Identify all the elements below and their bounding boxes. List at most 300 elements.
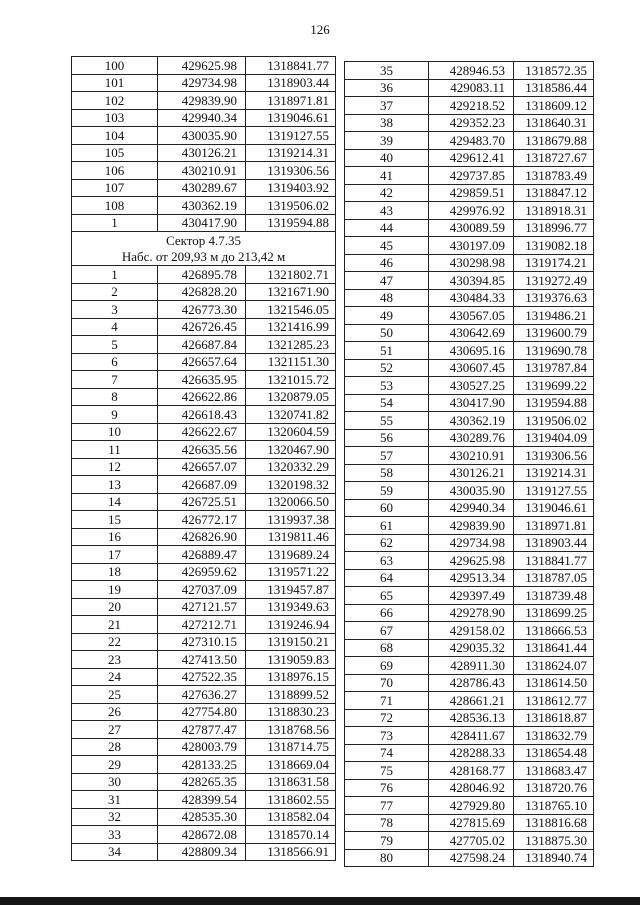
point-number-cell: 60 xyxy=(345,499,429,517)
point-number-cell: 103 xyxy=(72,109,158,127)
table-row xyxy=(345,604,594,622)
table-row xyxy=(72,703,336,721)
x-coordinate-cell: 426726.45 xyxy=(158,318,246,336)
y-coordinate-cell: 1318570.14 xyxy=(246,826,336,844)
table-row xyxy=(72,371,336,389)
y-coordinate-cell: 1318641.44 xyxy=(514,639,594,657)
x-coordinate-cell: 426687.09 xyxy=(158,476,246,494)
x-coordinate-cell: 429483.70 xyxy=(429,132,514,150)
x-coordinate-cell: 427705.02 xyxy=(429,832,514,850)
x-coordinate-cell: 429625.98 xyxy=(158,57,246,75)
y-coordinate-cell: 1319690.78 xyxy=(514,342,594,360)
x-coordinate-cell: 430527.25 xyxy=(429,377,514,395)
point-number-cell: 100 xyxy=(72,57,158,75)
point-number-cell: 102 xyxy=(72,92,158,110)
table-row xyxy=(345,342,594,360)
x-coordinate-cell: 430126.21 xyxy=(429,464,514,482)
y-coordinate-cell: 1321151.30 xyxy=(246,353,336,371)
y-coordinate-cell: 1319403.92 xyxy=(246,179,336,197)
x-coordinate-cell: 430695.16 xyxy=(429,342,514,360)
y-coordinate-cell: 1318875.30 xyxy=(514,832,594,850)
table-row xyxy=(72,791,336,809)
table-row xyxy=(345,482,594,500)
point-number-cell: 37 xyxy=(345,97,429,115)
point-number-cell: 46 xyxy=(345,254,429,272)
table-row xyxy=(345,797,594,815)
x-coordinate-cell: 428288.33 xyxy=(429,744,514,762)
table-row xyxy=(72,598,336,616)
y-coordinate-cell: 1318631.58 xyxy=(246,773,336,791)
point-number-cell: 70 xyxy=(345,674,429,692)
x-coordinate-cell: 430210.91 xyxy=(158,162,246,180)
y-coordinate-cell: 1318787.05 xyxy=(514,569,594,587)
x-coordinate-cell: 430642.69 xyxy=(429,324,514,342)
x-coordinate-cell: 426772.17 xyxy=(158,511,246,529)
y-coordinate-cell: 1318683.47 xyxy=(514,762,594,780)
y-coordinate-cell: 1319811.46 xyxy=(246,528,336,546)
table-row xyxy=(345,744,594,762)
x-coordinate-cell: 426725.51 xyxy=(158,493,246,511)
x-coordinate-cell: 430289.76 xyxy=(429,429,514,447)
table-row xyxy=(345,447,594,465)
x-coordinate-cell: 429352.23 xyxy=(429,114,514,132)
left-coordinates-table xyxy=(71,56,336,861)
y-coordinate-cell: 1319937.38 xyxy=(246,511,336,529)
x-coordinate-cell: 428946.53 xyxy=(429,62,514,80)
y-coordinate-cell: 1319787.84 xyxy=(514,359,594,377)
x-coordinate-cell: 427877.47 xyxy=(158,721,246,739)
table-row xyxy=(72,353,336,371)
table-row xyxy=(72,406,336,424)
table-row xyxy=(345,727,594,745)
point-number-cell: 24 xyxy=(72,668,158,686)
table-row xyxy=(72,423,336,441)
table-row xyxy=(72,441,336,459)
table-row xyxy=(72,266,336,284)
x-coordinate-cell: 428672.08 xyxy=(158,826,246,844)
x-coordinate-cell: 426889.47 xyxy=(158,546,246,564)
x-coordinate-cell: 430362.19 xyxy=(429,412,514,430)
y-coordinate-cell: 1318847.12 xyxy=(514,184,594,202)
point-number-cell: 33 xyxy=(72,826,158,844)
point-number-cell: 108 xyxy=(72,197,158,215)
x-coordinate-cell: 426826.90 xyxy=(158,528,246,546)
y-coordinate-cell: 1318971.81 xyxy=(246,92,336,110)
point-number-cell: 42 xyxy=(345,184,429,202)
y-coordinate-cell: 1318632.79 xyxy=(514,727,594,745)
table-row xyxy=(345,114,594,132)
table-row xyxy=(72,162,336,180)
x-coordinate-cell: 430210.91 xyxy=(429,447,514,465)
y-coordinate-cell: 1318996.77 xyxy=(514,219,594,237)
x-coordinate-cell: 427929.80 xyxy=(429,797,514,815)
point-number-cell: 68 xyxy=(345,639,429,657)
point-number-cell: 35 xyxy=(345,62,429,80)
y-coordinate-cell: 1318903.44 xyxy=(246,74,336,92)
table-row xyxy=(345,62,594,80)
y-coordinate-cell: 1321546.05 xyxy=(246,301,336,319)
table-row xyxy=(345,552,594,570)
y-coordinate-cell: 1319046.61 xyxy=(246,109,336,127)
point-number-cell: 51 xyxy=(345,342,429,360)
table-row xyxy=(72,633,336,651)
table-row xyxy=(345,499,594,517)
table-row xyxy=(72,197,336,215)
point-number-cell: 54 xyxy=(345,394,429,412)
y-coordinate-cell: 1318572.35 xyxy=(514,62,594,80)
table-row xyxy=(345,254,594,272)
y-coordinate-cell: 1319150.21 xyxy=(246,633,336,651)
point-number-cell: 64 xyxy=(345,569,429,587)
y-coordinate-cell: 1318841.77 xyxy=(246,57,336,75)
table-row xyxy=(345,517,594,535)
point-number-cell: 14 xyxy=(72,493,158,511)
y-coordinate-cell: 1318899.52 xyxy=(246,686,336,704)
y-coordinate-cell: 1319689.24 xyxy=(246,546,336,564)
point-number-cell: 49 xyxy=(345,307,429,325)
y-coordinate-cell: 1318918.31 xyxy=(514,202,594,220)
point-number-cell: 29 xyxy=(72,756,158,774)
x-coordinate-cell: 426657.07 xyxy=(158,458,246,476)
x-coordinate-cell: 429859.51 xyxy=(429,184,514,202)
y-coordinate-cell: 1321416.99 xyxy=(246,318,336,336)
y-coordinate-cell: 1318666.53 xyxy=(514,622,594,640)
table-row xyxy=(345,814,594,832)
point-number-cell: 41 xyxy=(345,167,429,185)
x-coordinate-cell: 426618.43 xyxy=(158,406,246,424)
table-row xyxy=(72,476,336,494)
point-number-cell: 6 xyxy=(72,353,158,371)
x-coordinate-cell: 426622.86 xyxy=(158,388,246,406)
table-row xyxy=(72,74,336,92)
point-number-cell: 8 xyxy=(72,388,158,406)
y-coordinate-cell: 1319699.22 xyxy=(514,377,594,395)
table-row xyxy=(72,756,336,774)
y-coordinate-cell: 1320332.29 xyxy=(246,458,336,476)
x-coordinate-cell: 429083.11 xyxy=(429,79,514,97)
x-coordinate-cell: 430197.09 xyxy=(429,237,514,255)
point-number-cell: 31 xyxy=(72,791,158,809)
y-coordinate-cell: 1319214.31 xyxy=(514,464,594,482)
y-coordinate-cell: 1318679.88 xyxy=(514,132,594,150)
table-row xyxy=(345,202,594,220)
x-coordinate-cell: 429839.90 xyxy=(429,517,514,535)
point-number-cell: 22 xyxy=(72,633,158,651)
table-row xyxy=(72,127,336,145)
x-coordinate-cell: 427037.09 xyxy=(158,581,246,599)
point-number-cell: 32 xyxy=(72,808,158,826)
point-number-cell: 106 xyxy=(72,162,158,180)
y-coordinate-cell: 1319349.63 xyxy=(246,598,336,616)
x-coordinate-cell: 429940.34 xyxy=(158,109,246,127)
y-coordinate-cell: 1318612.77 xyxy=(514,692,594,710)
point-number-cell: 53 xyxy=(345,377,429,395)
table-row xyxy=(72,214,336,232)
table-row xyxy=(345,412,594,430)
x-coordinate-cell: 426657.64 xyxy=(158,353,246,371)
y-coordinate-cell: 1318614.50 xyxy=(514,674,594,692)
y-coordinate-cell: 1319600.79 xyxy=(514,324,594,342)
x-coordinate-cell: 429839.90 xyxy=(158,92,246,110)
point-number-cell: 21 xyxy=(72,616,158,634)
y-coordinate-cell: 1320741.82 xyxy=(246,406,336,424)
y-coordinate-cell: 1321015.72 xyxy=(246,371,336,389)
point-number-cell: 20 xyxy=(72,598,158,616)
y-coordinate-cell: 1319127.55 xyxy=(514,482,594,500)
y-coordinate-cell: 1320066.50 xyxy=(246,493,336,511)
point-number-cell: 17 xyxy=(72,546,158,564)
y-coordinate-cell: 1318699.25 xyxy=(514,604,594,622)
table-row xyxy=(345,289,594,307)
table-row xyxy=(345,97,594,115)
point-number-cell: 45 xyxy=(345,237,429,255)
y-coordinate-cell: 1318940.74 xyxy=(514,849,594,867)
y-coordinate-cell: 1319046.61 xyxy=(514,499,594,517)
table-row xyxy=(72,651,336,669)
x-coordinate-cell: 426895.78 xyxy=(158,266,246,284)
table-row xyxy=(72,388,336,406)
table-row xyxy=(72,179,336,197)
x-coordinate-cell: 430298.98 xyxy=(429,254,514,272)
x-coordinate-cell: 426635.95 xyxy=(158,371,246,389)
table-row xyxy=(345,569,594,587)
point-number-cell: 40 xyxy=(345,149,429,167)
scan-edge-bar xyxy=(0,897,640,905)
table-row xyxy=(345,779,594,797)
x-coordinate-cell: 428265.35 xyxy=(158,773,246,791)
point-number-cell: 48 xyxy=(345,289,429,307)
x-coordinate-cell: 427413.50 xyxy=(158,651,246,669)
point-number-cell: 69 xyxy=(345,657,429,675)
x-coordinate-cell: 429976.92 xyxy=(429,202,514,220)
table-row xyxy=(345,237,594,255)
y-coordinate-cell: 1319486.21 xyxy=(514,307,594,325)
point-number-cell: 105 xyxy=(72,144,158,162)
point-number-cell: 58 xyxy=(345,464,429,482)
y-coordinate-cell: 1318765.10 xyxy=(514,797,594,815)
x-coordinate-cell: 429278.90 xyxy=(429,604,514,622)
point-number-cell: 36 xyxy=(345,79,429,97)
y-coordinate-cell: 1318783.49 xyxy=(514,167,594,185)
y-coordinate-cell: 1318903.44 xyxy=(514,534,594,552)
x-coordinate-cell: 430035.90 xyxy=(158,127,246,145)
y-coordinate-cell: 1318618.87 xyxy=(514,709,594,727)
y-coordinate-cell: 1318841.77 xyxy=(514,552,594,570)
point-number-cell: 4 xyxy=(72,318,158,336)
x-coordinate-cell: 429513.34 xyxy=(429,569,514,587)
x-coordinate-cell: 427212.71 xyxy=(158,616,246,634)
y-coordinate-cell: 1318739.48 xyxy=(514,587,594,605)
point-number-cell: 38 xyxy=(345,114,429,132)
x-coordinate-cell: 426959.62 xyxy=(158,563,246,581)
table-row xyxy=(345,394,594,412)
section-subtitle: Набс. от 209,93 м до 213,42 м xyxy=(72,249,336,266)
point-number-cell: 72 xyxy=(345,709,429,727)
y-coordinate-cell: 1318976.15 xyxy=(246,668,336,686)
point-number-cell: 59 xyxy=(345,482,429,500)
x-coordinate-cell: 427310.15 xyxy=(158,633,246,651)
y-coordinate-cell: 1319306.56 xyxy=(246,162,336,180)
x-coordinate-cell: 429734.98 xyxy=(158,74,246,92)
x-coordinate-cell: 428411.67 xyxy=(429,727,514,745)
y-coordinate-cell: 1318830.23 xyxy=(246,703,336,721)
point-number-cell: 74 xyxy=(345,744,429,762)
y-coordinate-cell: 1319174.21 xyxy=(514,254,594,272)
point-number-cell: 30 xyxy=(72,773,158,791)
point-number-cell: 80 xyxy=(345,849,429,867)
y-coordinate-cell: 1321802.71 xyxy=(246,266,336,284)
table-row xyxy=(345,79,594,97)
x-coordinate-cell: 428911.30 xyxy=(429,657,514,675)
x-coordinate-cell: 427598.24 xyxy=(429,849,514,867)
point-number-cell: 5 xyxy=(72,336,158,354)
point-number-cell: 39 xyxy=(345,132,429,150)
table-row xyxy=(72,773,336,791)
x-coordinate-cell: 428786.43 xyxy=(429,674,514,692)
x-coordinate-cell: 429218.52 xyxy=(429,97,514,115)
table-row xyxy=(72,808,336,826)
table-row xyxy=(345,429,594,447)
table-row xyxy=(72,738,336,756)
x-coordinate-cell: 430126.21 xyxy=(158,144,246,162)
x-coordinate-cell: 426828.20 xyxy=(158,283,246,301)
x-coordinate-cell: 427754.80 xyxy=(158,703,246,721)
point-number-cell: 27 xyxy=(72,721,158,739)
y-coordinate-cell: 1318624.07 xyxy=(514,657,594,675)
x-coordinate-cell: 428133.25 xyxy=(158,756,246,774)
table-row xyxy=(345,849,594,867)
x-coordinate-cell: 427636.27 xyxy=(158,686,246,704)
y-coordinate-cell: 1321285.23 xyxy=(246,336,336,354)
point-number-cell: 2 xyxy=(72,283,158,301)
y-coordinate-cell: 1318768.56 xyxy=(246,721,336,739)
table-row xyxy=(72,546,336,564)
y-coordinate-cell: 1319059.83 xyxy=(246,651,336,669)
right-coordinates-table xyxy=(344,61,594,867)
y-coordinate-cell: 1318586.44 xyxy=(514,79,594,97)
point-number-cell: 25 xyxy=(72,686,158,704)
x-coordinate-cell: 430484.33 xyxy=(429,289,514,307)
point-number-cell: 76 xyxy=(345,779,429,797)
table-row xyxy=(72,458,336,476)
x-coordinate-cell: 426622.67 xyxy=(158,423,246,441)
point-number-cell: 12 xyxy=(72,458,158,476)
table-row xyxy=(72,616,336,634)
x-coordinate-cell: 428399.54 xyxy=(158,791,246,809)
y-coordinate-cell: 1319127.55 xyxy=(246,127,336,145)
x-coordinate-cell: 428661.21 xyxy=(429,692,514,710)
x-coordinate-cell: 430417.90 xyxy=(158,214,246,232)
table-row xyxy=(345,674,594,692)
x-coordinate-cell: 428168.77 xyxy=(429,762,514,780)
table-row xyxy=(345,622,594,640)
point-number-cell: 63 xyxy=(345,552,429,570)
y-coordinate-cell: 1318640.31 xyxy=(514,114,594,132)
section-title: Сектор 4.7.35 xyxy=(72,232,336,249)
point-number-cell: 18 xyxy=(72,563,158,581)
x-coordinate-cell: 427121.57 xyxy=(158,598,246,616)
y-coordinate-cell: 1320604.59 xyxy=(246,423,336,441)
table-row xyxy=(72,493,336,511)
y-coordinate-cell: 1318714.75 xyxy=(246,738,336,756)
table-row xyxy=(72,581,336,599)
y-coordinate-cell: 1320198.32 xyxy=(246,476,336,494)
point-number-cell: 1 xyxy=(72,266,158,284)
point-number-cell: 77 xyxy=(345,797,429,815)
table-row xyxy=(72,144,336,162)
point-number-cell: 78 xyxy=(345,814,429,832)
point-number-cell: 11 xyxy=(72,441,158,459)
y-coordinate-cell: 1319571.22 xyxy=(246,563,336,581)
point-number-cell: 101 xyxy=(72,74,158,92)
x-coordinate-cell: 429737.85 xyxy=(429,167,514,185)
x-coordinate-cell: 429612.41 xyxy=(429,149,514,167)
point-number-cell: 16 xyxy=(72,528,158,546)
x-coordinate-cell: 428046.92 xyxy=(429,779,514,797)
y-coordinate-cell: 1318816.68 xyxy=(514,814,594,832)
y-coordinate-cell: 1319082.18 xyxy=(514,237,594,255)
table-row xyxy=(345,149,594,167)
table-row xyxy=(72,57,336,75)
x-coordinate-cell: 426635.56 xyxy=(158,441,246,459)
y-coordinate-cell: 1319404.09 xyxy=(514,429,594,447)
table-row xyxy=(345,219,594,237)
point-number-cell: 71 xyxy=(345,692,429,710)
table-row xyxy=(345,832,594,850)
table-row xyxy=(345,359,594,377)
page-number: 126 xyxy=(310,22,330,37)
table-row xyxy=(345,132,594,150)
table-row xyxy=(345,762,594,780)
table-row xyxy=(345,587,594,605)
x-coordinate-cell: 430289.67 xyxy=(158,179,246,197)
point-number-cell: 43 xyxy=(345,202,429,220)
table-row xyxy=(72,826,336,844)
point-number-cell: 75 xyxy=(345,762,429,780)
point-number-cell: 52 xyxy=(345,359,429,377)
x-coordinate-cell: 429035.32 xyxy=(429,639,514,657)
y-coordinate-cell: 1319272.49 xyxy=(514,272,594,290)
point-number-cell: 44 xyxy=(345,219,429,237)
y-coordinate-cell: 1319594.88 xyxy=(246,214,336,232)
y-coordinate-cell: 1321671.90 xyxy=(246,283,336,301)
point-number-cell: 7 xyxy=(72,371,158,389)
x-coordinate-cell: 426687.84 xyxy=(158,336,246,354)
point-number-cell: 104 xyxy=(72,127,158,145)
x-coordinate-cell: 430567.05 xyxy=(429,307,514,325)
point-number-cell: 73 xyxy=(345,727,429,745)
table-row xyxy=(72,318,336,336)
x-coordinate-cell: 429397.49 xyxy=(429,587,514,605)
table-row xyxy=(345,692,594,710)
x-coordinate-cell: 430607.45 xyxy=(429,359,514,377)
x-coordinate-cell: 428535.30 xyxy=(158,808,246,826)
table-row xyxy=(72,843,336,861)
y-coordinate-cell: 1320879.05 xyxy=(246,388,336,406)
y-coordinate-cell: 1319506.02 xyxy=(246,197,336,215)
y-coordinate-cell: 1318727.67 xyxy=(514,149,594,167)
table-row xyxy=(345,272,594,290)
y-coordinate-cell: 1320467.90 xyxy=(246,441,336,459)
point-number-cell: 34 xyxy=(72,843,158,861)
table-row xyxy=(345,709,594,727)
table-row xyxy=(345,534,594,552)
y-coordinate-cell: 1318669.04 xyxy=(246,756,336,774)
x-coordinate-cell: 429940.34 xyxy=(429,499,514,517)
x-coordinate-cell: 430417.90 xyxy=(429,394,514,412)
x-coordinate-cell: 429158.02 xyxy=(429,622,514,640)
table-row xyxy=(72,336,336,354)
